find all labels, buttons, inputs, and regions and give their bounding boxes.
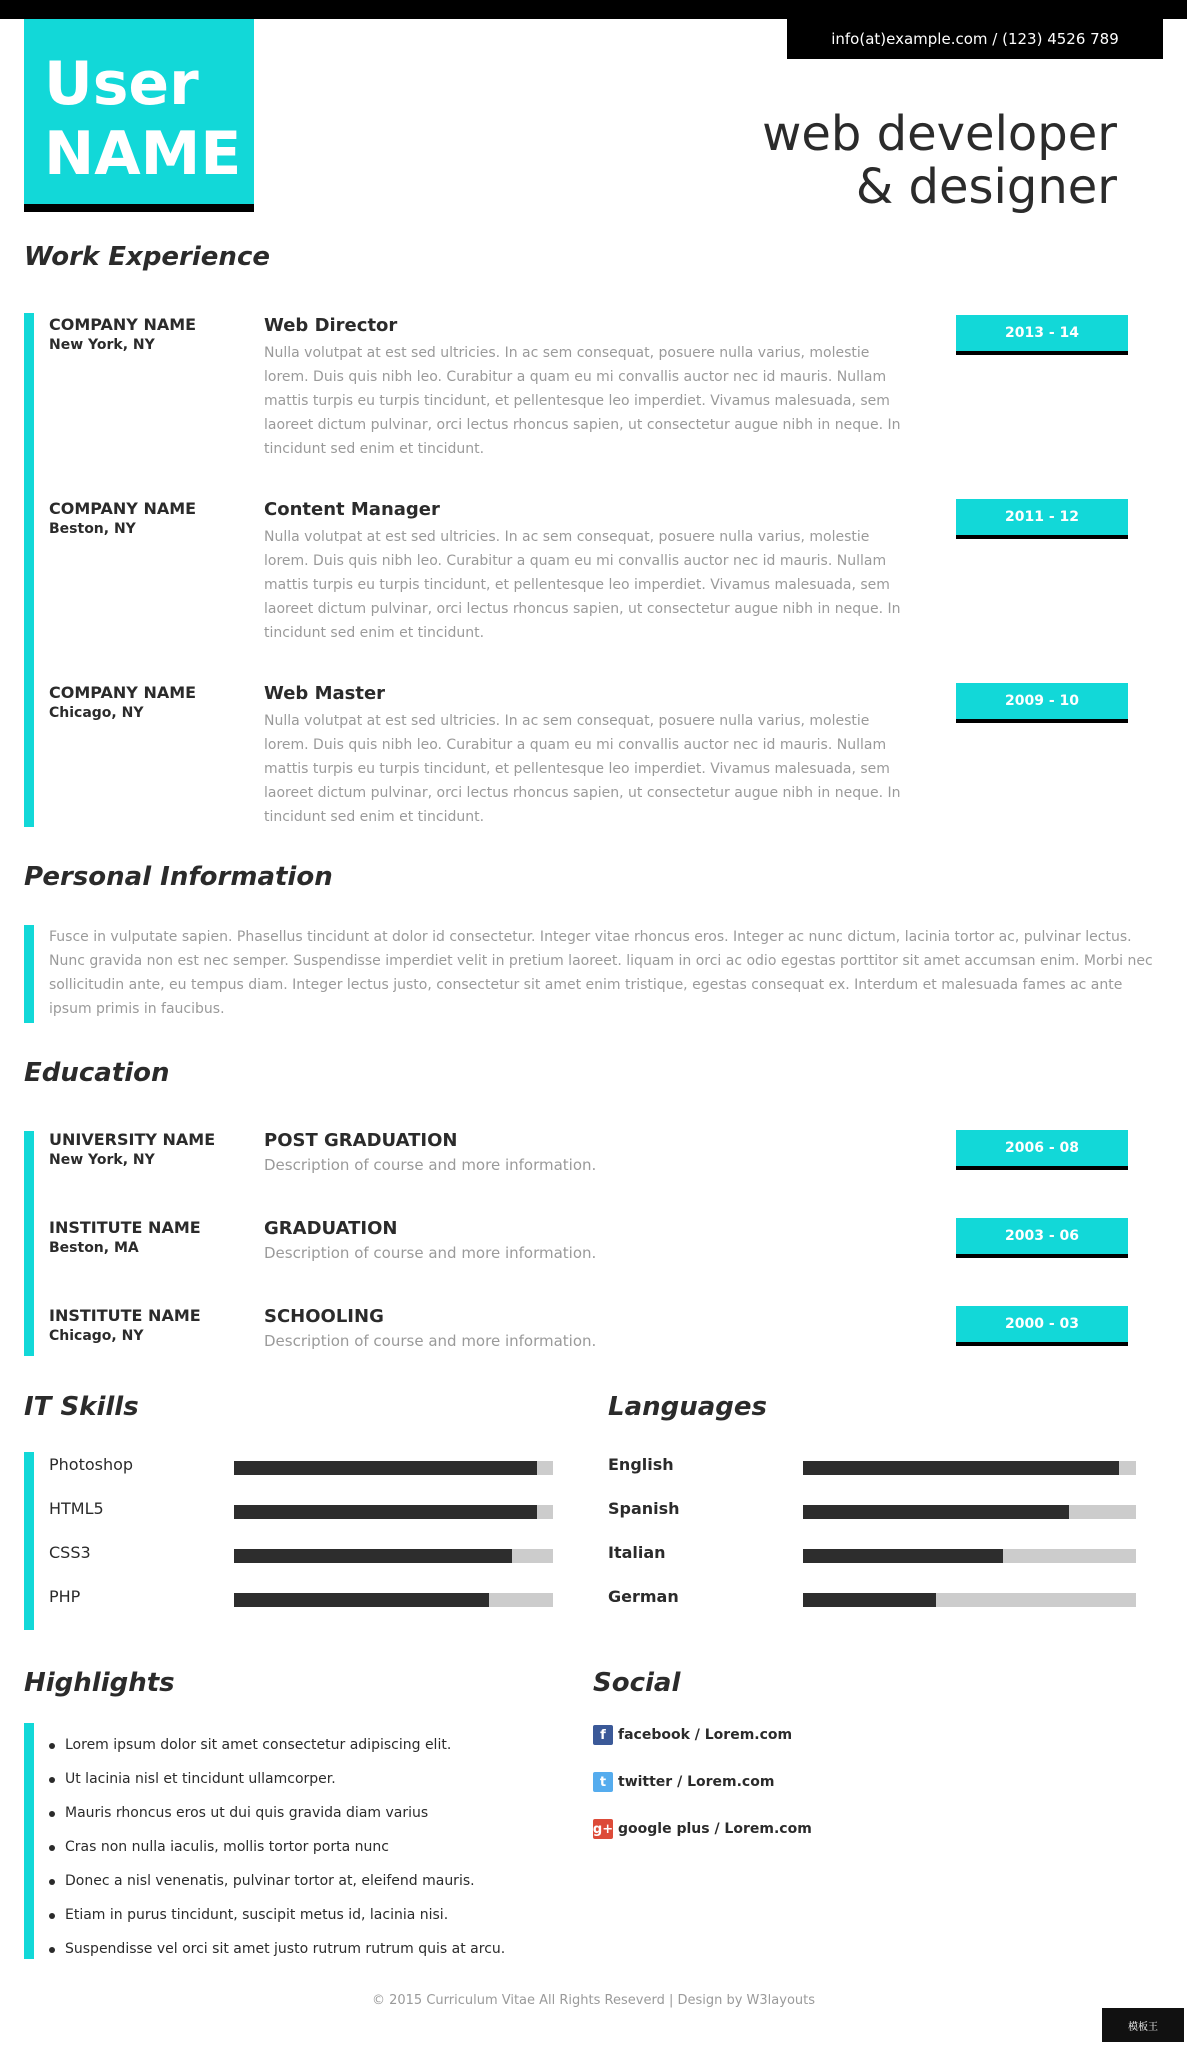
education-heading: Education <box>24 1058 170 1088</box>
skill-bar-track <box>234 1593 553 1607</box>
job-description: Nulla volutpat at est sed ultricies. In ac sem consequat, posuere nulla varius, molestie lorem. Duis quis nibh leo. Curabitur a quam eu mi convallis auctor nec id mauris. Nullam mattis turpis eu turpis tincidunt, et pellentesque leo imperdiet. Vivamus malesuada, sem laoreet dictum pulvinar, orci lectus rhoncus sapien, ut consectetur augue nibh in neque. In tincidunt sed enim et tincidunt. <box>264 713 901 825</box>
skill-bar-fill <box>234 1505 537 1519</box>
language-bar-track <box>803 1593 1136 1607</box>
company-location: Beston, NY <box>49 521 136 537</box>
company-location: New York, NY <box>49 337 155 353</box>
language-bar-fill <box>803 1461 1119 1475</box>
language-bar-fill <box>803 1549 1003 1563</box>
skill-row <box>49 1587 553 1607</box>
years-badge: 2009 - 10 <box>956 683 1128 723</box>
role-line-2: & designer <box>855 159 1117 215</box>
language-bar-track <box>803 1549 1136 1563</box>
skill-bar-fill <box>234 1593 489 1607</box>
highlights-accent-bar <box>24 1723 34 1959</box>
job-title: Web Director <box>264 315 398 336</box>
language-row <box>608 1455 1136 1475</box>
school-location: Beston, MA <box>49 1240 139 1256</box>
social-link-google-plus[interactable] <box>593 1819 812 1839</box>
skill-name: CSS3 <box>49 1543 91 1562</box>
top-bar <box>0 0 1187 19</box>
education-entry <box>49 1218 1129 1278</box>
personal-accent-bar <box>24 925 34 1023</box>
company-name: COMPANY NAME <box>49 683 197 702</box>
language-bar-track <box>803 1461 1136 1475</box>
language-name: German <box>608 1587 679 1606</box>
personal-information-heading: Personal Information <box>24 862 333 892</box>
name-first: User <box>44 49 199 119</box>
highlights-list <box>49 1728 505 1966</box>
work-accent-bar <box>24 313 34 827</box>
role-line-1: web developer <box>762 106 1117 162</box>
school-location: Chicago, NY <box>49 1328 144 1344</box>
facebook-icon: f <box>593 1725 613 1745</box>
personal-information-text: Fusce in vulputate sapien. Phasellus tincidunt at dolor id consectetur. Integer vitae rhoncus eros. Integer ac nunc dictum, lacinia tortor ac, pulvinar lectus. Nunc gravida non est nec semper. Suspendisse imperdiet velit in pretium laoreet. liquam in orci ac odio egestas porttitor sit amet accumsan enim. Morbi nec sollicitudin ante, eu tempus diam. Integer lectus justo, consectetur sit amet enim tristique, egestas consequat ex. Interdum et malesuada fames ac ante ipsum primis in faucibus. <box>49 929 1153 1017</box>
years-badge: 2006 - 08 <box>956 1130 1128 1170</box>
job-title: Web Master <box>264 683 386 704</box>
job-title: Content Manager <box>264 499 440 520</box>
work-experience-heading: Work Experience <box>24 242 270 272</box>
skill-bar-fill <box>234 1461 537 1475</box>
school-name: UNIVERSITY NAME <box>49 1130 216 1149</box>
company-location: Chicago, NY <box>49 705 144 721</box>
social-heading: Social <box>593 1668 681 1698</box>
degree-description: Description of course and more information. <box>264 1332 597 1350</box>
skill-bar-track <box>234 1505 553 1519</box>
company-name: COMPANY NAME <box>49 499 197 518</box>
name-last: NAME <box>44 119 242 189</box>
it-skills-accent-bar <box>24 1452 34 1630</box>
social-link-text: google plus / Lorem.com <box>618 1821 812 1837</box>
list-item: Cras non nulla iaculis, mollis tortor porta nunc <box>49 1830 505 1864</box>
years-badge: 2011 - 12 <box>956 499 1128 539</box>
list-item: Donec a nisl venenatis, pulvinar tortor at, eleifend mauris. <box>49 1864 505 1898</box>
role-title <box>762 108 1117 214</box>
degree-description: Description of course and more information. <box>264 1244 597 1262</box>
list-item: Suspendisse vel orci sit amet justo rutrum rutrum quis at arcu. <box>49 1932 505 1966</box>
language-name: Italian <box>608 1543 666 1562</box>
school-name: INSTITUTE NAME <box>49 1218 201 1237</box>
years-badge: 2013 - 14 <box>956 315 1128 355</box>
education-entry <box>49 1306 1129 1366</box>
highlights-heading: Highlights <box>24 1668 175 1698</box>
social-link-twitter[interactable] <box>593 1772 774 1792</box>
work-entry <box>49 683 1129 843</box>
job-description: Nulla volutpat at est sed ultricies. In ac sem consequat, posuere nulla varius, molestie lorem. Duis quis nibh leo. Curabitur a quam eu mi convallis auctor nec id mauris. Nullam mattis turpis eu turpis tincidunt, et pellentesque leo imperdiet. Vivamus malesuada, sem laoreet dictum pulvinar, orci lectus rhoncus sapien, ut consectetur augue nibh in neque. In tincidunt sed enim et tincidunt. <box>264 345 901 457</box>
years-badge: 2000 - 03 <box>956 1306 1128 1346</box>
it-skills-heading: IT Skills <box>24 1392 139 1422</box>
social-link-facebook[interactable] <box>593 1725 792 1745</box>
degree-title: GRADUATION <box>264 1218 398 1239</box>
degree-title: SCHOOLING <box>264 1306 384 1327</box>
school-name: INSTITUTE NAME <box>49 1306 201 1325</box>
skill-name: HTML5 <box>49 1499 104 1518</box>
work-entry <box>49 499 1129 659</box>
contact-info: info(at)example.com / (123) 4526 789 <box>787 19 1163 59</box>
work-entry <box>49 315 1129 475</box>
list-item: Mauris rhoncus eros ut dui quis gravida diam varius <box>49 1796 505 1830</box>
years-badge: 2003 - 06 <box>956 1218 1128 1258</box>
degree-title: POST GRADUATION <box>264 1130 458 1151</box>
language-row <box>608 1499 1136 1519</box>
language-row <box>608 1587 1136 1607</box>
list-item: Lorem ipsum dolor sit amet consectetur adipiscing elit. <box>49 1728 505 1762</box>
language-bar-fill <box>803 1593 936 1607</box>
skill-bar-fill <box>234 1549 512 1563</box>
footer-copyright: © 2015 Curriculum Vitae All Rights Reseverd | Design by W3layouts <box>371 1993 816 2008</box>
list-item: Etiam in purus tincidunt, suscipit metus id, lacinia nisi. <box>49 1898 505 1932</box>
list-item: Ut lacinia nisl et tincidunt ullamcorper. <box>49 1762 505 1796</box>
twitter-icon: t <box>593 1772 613 1792</box>
skill-bar-track <box>234 1549 553 1563</box>
languages-heading: Languages <box>608 1392 768 1422</box>
company-name: COMPANY NAME <box>49 315 197 334</box>
name-box <box>24 19 254 212</box>
skill-row <box>49 1499 553 1519</box>
skill-row <box>49 1543 553 1563</box>
language-name: English <box>608 1455 674 1474</box>
watermark-logo: 模板王 <box>1102 2008 1184 2042</box>
social-link-text: twitter / Lorem.com <box>618 1774 775 1790</box>
google-plus-icon: g+ <box>593 1819 613 1839</box>
language-bar-fill <box>803 1505 1069 1519</box>
skill-bar-track <box>234 1461 553 1475</box>
education-entry <box>49 1130 1129 1190</box>
language-bar-track <box>803 1505 1136 1519</box>
skill-row <box>49 1455 553 1475</box>
language-name: Spanish <box>608 1499 680 1518</box>
social-link-text: facebook / Lorem.com <box>618 1727 793 1743</box>
language-row <box>608 1543 1136 1563</box>
education-accent-bar <box>24 1131 34 1356</box>
skill-name: PHP <box>49 1587 81 1606</box>
job-description: Nulla volutpat at est sed ultricies. In ac sem consequat, posuere nulla varius, molestie lorem. Duis quis nibh leo. Curabitur a quam eu mi convallis auctor nec id mauris. Nullam mattis turpis eu turpis tincidunt, et pellentesque leo imperdiet. Vivamus malesuada, sem laoreet dictum pulvinar, orci lectus rhoncus sapien, ut consectetur augue nibh in neque. In tincidunt sed enim et tincidunt. <box>264 529 901 641</box>
school-location: New York, NY <box>49 1152 155 1168</box>
degree-description: Description of course and more information. <box>264 1156 597 1174</box>
skill-name: Photoshop <box>49 1455 134 1474</box>
